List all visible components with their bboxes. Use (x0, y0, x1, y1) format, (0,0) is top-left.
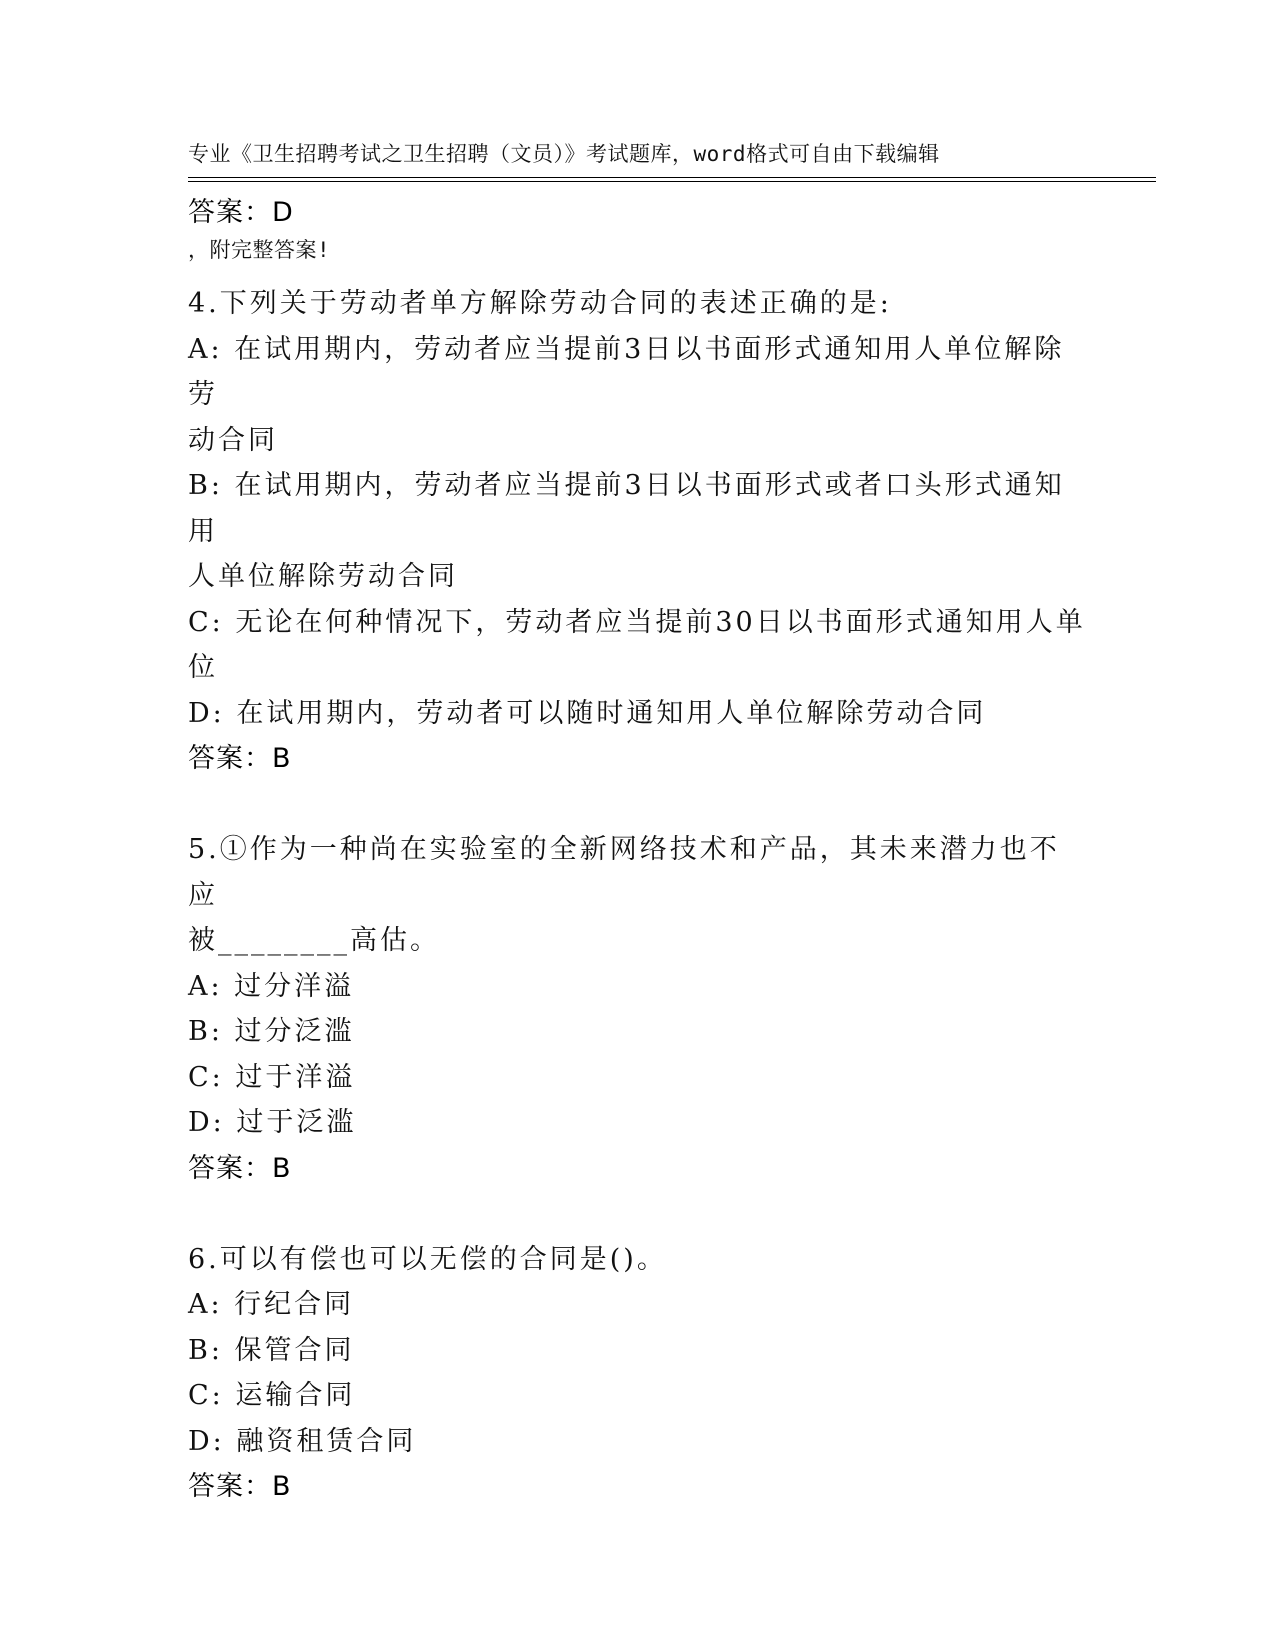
spacer (188, 236, 1088, 281)
option-c (188, 600, 1088, 691)
option-d: D: 融资租赁合同 (188, 1425, 417, 1457)
option-d: D: 过于泛滥 (188, 1107, 357, 1138)
question-5 (188, 827, 1088, 1192)
header-line-2: ，附完整答案! (188, 238, 331, 262)
option-a-line-1: A: 在试用期内，劳动者应当提前3日以书面形式通知用人单位解除劳 (188, 333, 1065, 410)
option-a: A: 行纪合同 (188, 1289, 355, 1320)
question-text-line-2: 被________高估。 (188, 925, 440, 956)
question-text-line-1: 5.①作为一种尚在实验室的全新网络技术和产品，其未来潜力也不应 (188, 834, 1060, 911)
answer-previous: 答案：D (188, 197, 294, 228)
option-b: B: 过分泛滥 (188, 1016, 355, 1047)
spacer (188, 1192, 1088, 1237)
question-text: 6.可以有偿也可以无偿的合同是()。 (188, 1243, 667, 1275)
question-text: 4.下列关于劳动者单方解除劳动合同的表述正确的是: (188, 288, 892, 319)
answer: 答案：B (188, 743, 292, 774)
option-b-line-1: B: 在试用期内，劳动者应当提前3日以书面形式或者口头形式通知用 (188, 470, 1065, 547)
header-divider (188, 177, 1156, 182)
option-c-line-2: 位 (188, 652, 218, 683)
question-6 (188, 1237, 1088, 1511)
answer: 答案：B (188, 1152, 292, 1184)
option-d (188, 691, 1088, 737)
option-d-line-1: D: 在试用期内，劳动者可以随时通知用人单位解除劳动合同 (188, 697, 987, 729)
option-b: B: 保管合同 (188, 1334, 355, 1366)
spacer (188, 782, 1088, 827)
document-body (188, 190, 1088, 1510)
option-a-line-2: 动合同 (188, 424, 278, 456)
option-c: C: 过于洋溢 (188, 1061, 356, 1093)
option-a (188, 327, 1088, 464)
answer: 答案：B (188, 1471, 292, 1502)
option-b-line-2: 人单位解除劳动合同 (188, 561, 458, 592)
option-b (188, 463, 1088, 600)
header-line-1: 专业《卫生招聘考试之卫生招聘（文员）》考试题库，word格式可自由下载编辑 (188, 142, 940, 166)
option-a: A: 过分洋溢 (188, 970, 355, 1002)
option-c-line-1: C: 无论在何种情况下，劳动者应当提前30日以书面形式通知用人单 (188, 606, 1086, 638)
option-c: C: 运输合同 (188, 1380, 356, 1411)
question-4 (188, 281, 1088, 782)
